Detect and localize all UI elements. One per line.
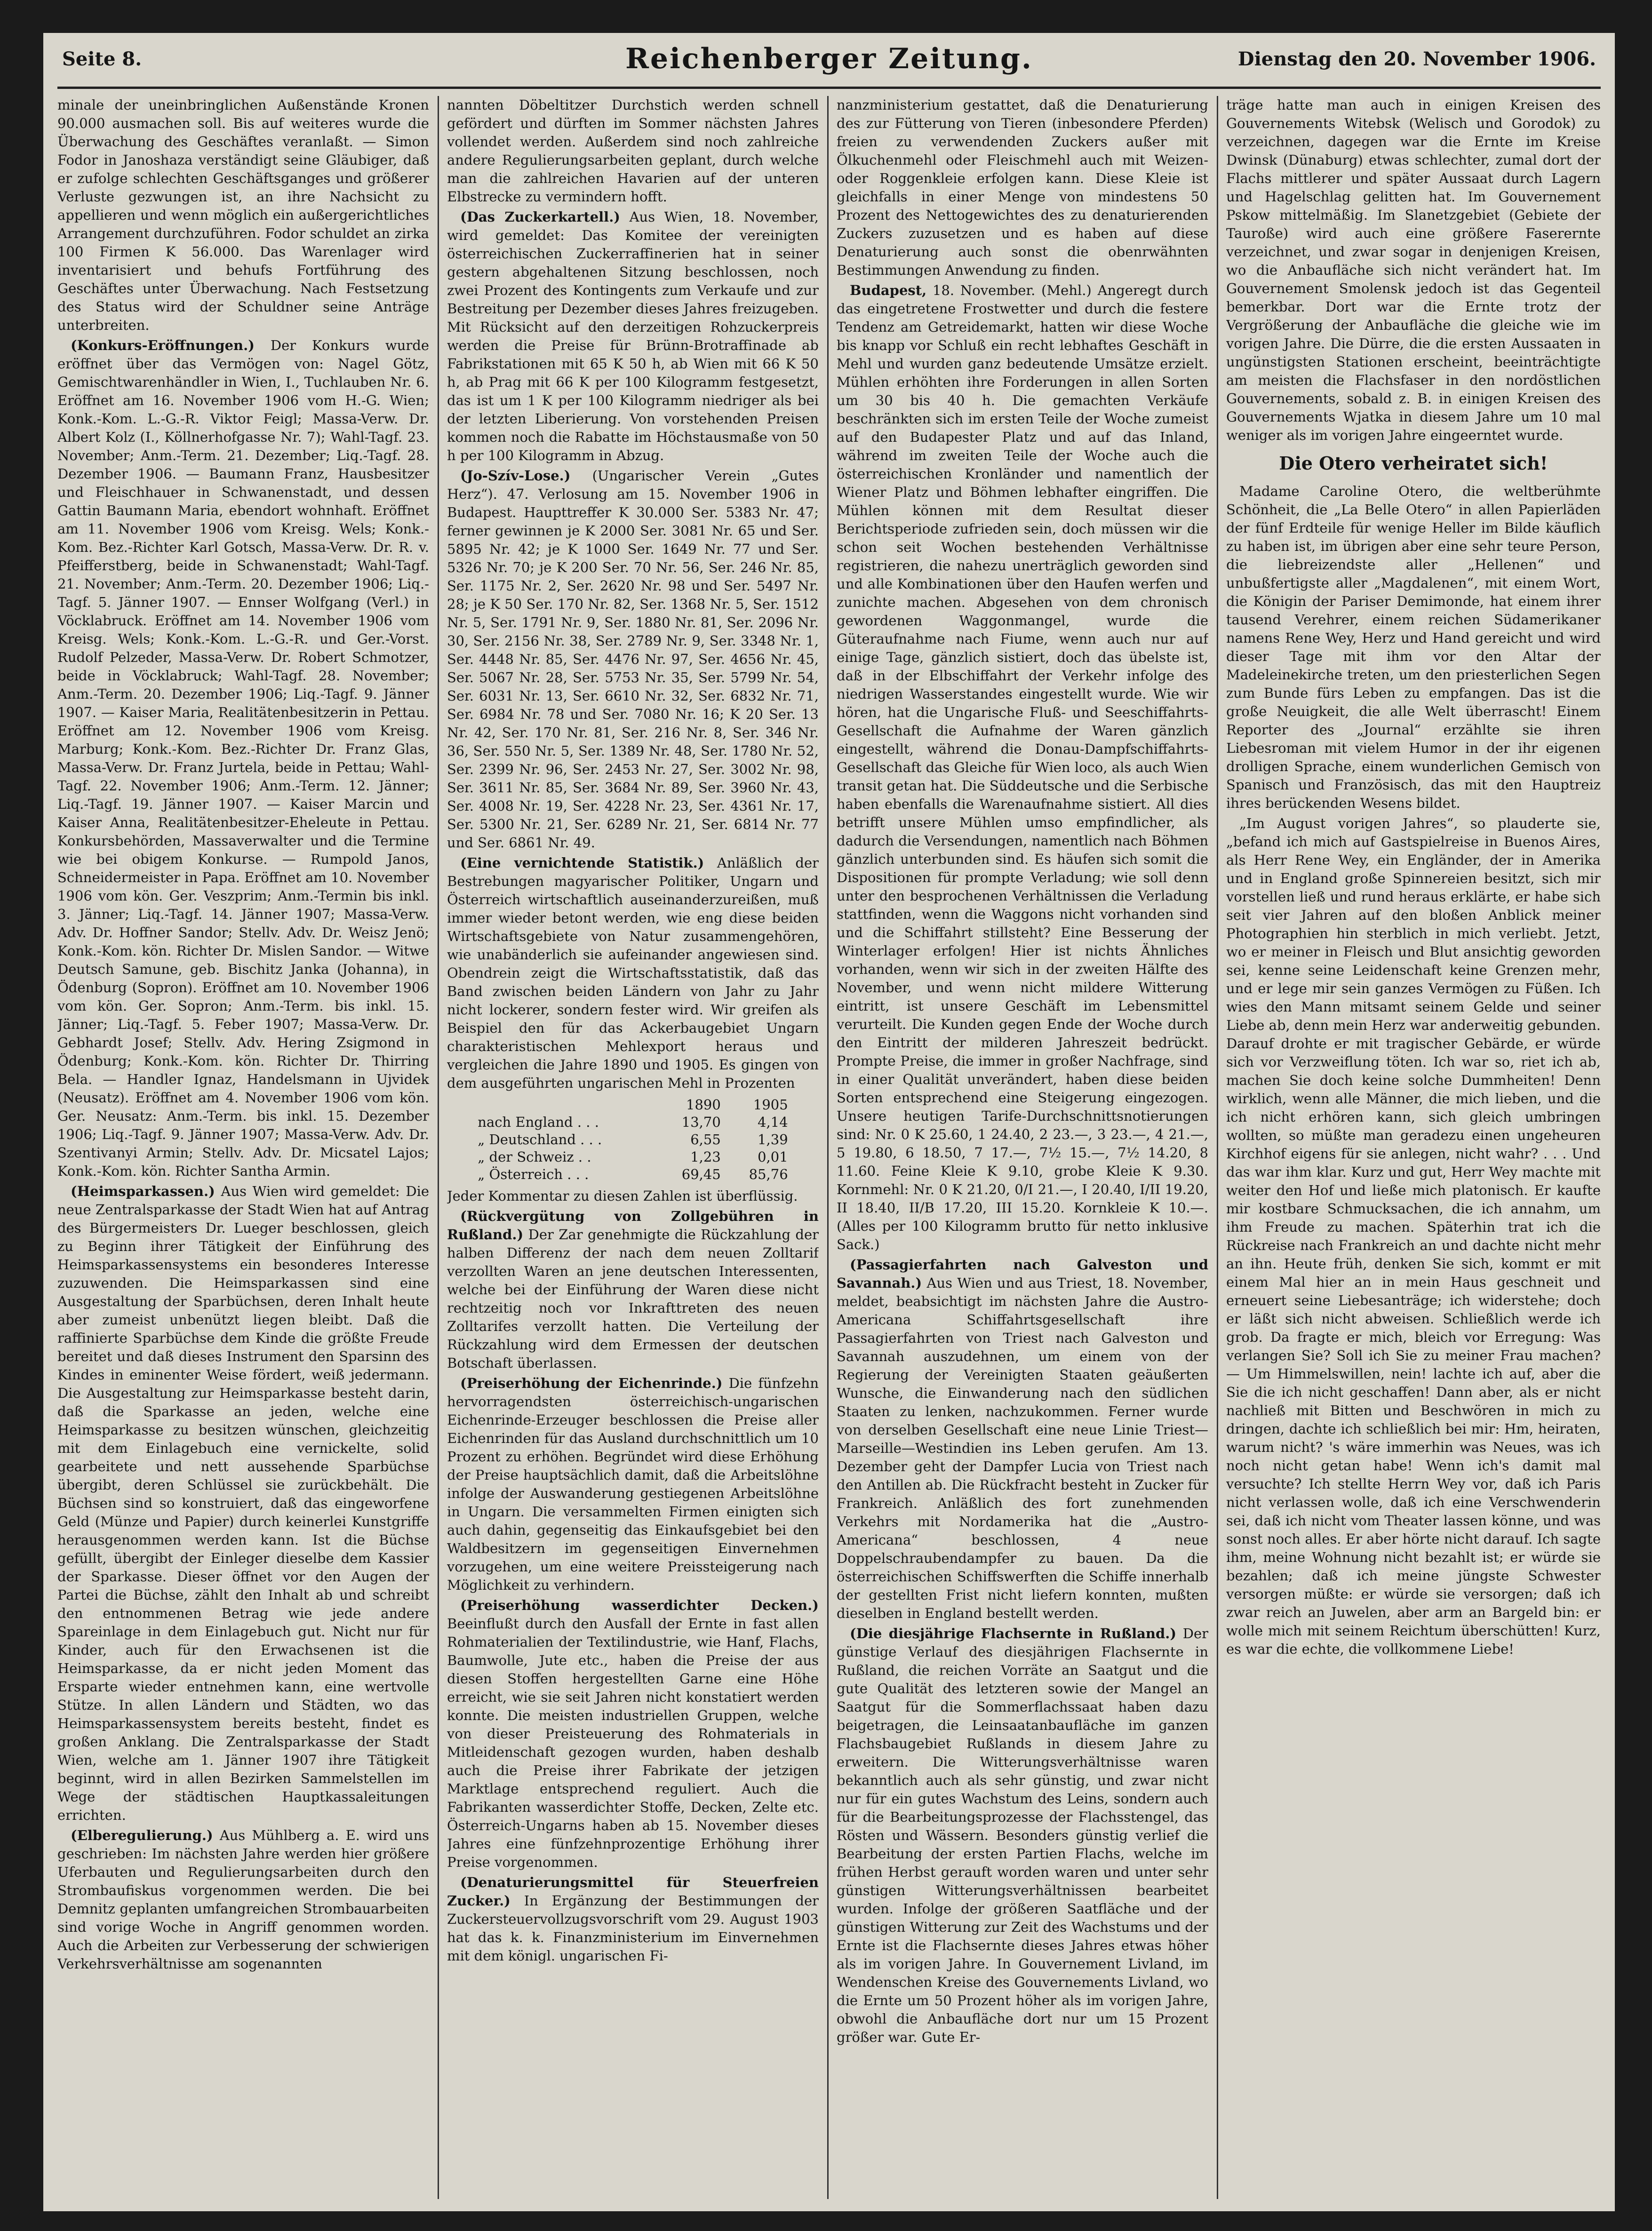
article-heading: (Konkurs-Eröffnungen.)	[71, 337, 255, 353]
article-heading: (Das Zuckerkartell.)	[460, 209, 621, 225]
article-paragraph: „Im August vorigen Jahres“, so plauderte sie, „befand ich mich auf Gastspielreise in Buenos Aires, als Herr Rene Wey, ein Engländer, der in Amerika und in England große Spinnereien besitzt, sich mir vorstellen ließ und rund heraus erklärte, er habe sich seit vier Jahren auf den bloßen Anblick meiner Photographien hin sterblich in mich verliebt. Jetzt, wo er meiner in Fleisch und Blut ansichtig geworden sei, kenne seine Leidenschaft keine Grenzen mehr, und er lege mir sein ganzes Vermögen zu Füßen. Ich wies den Mann mitsamt seinem Gelde und seiner Liebe ab, denn mein Herz war anderweitig gebunden. Darauf drohte er mit tragischer Gebärde, er würde sich vor Verzweiflung töten. Ich war so, riet ich ab, machen Sie doch keine solche Dummheiten! Denn wirklich, wenn alle Männer, die mich lieben, und die ich nicht erhören kann, sich gleich umbringen wollten, so müßte man geradezu einen ungeheuren Kirchhof eigens für sie anlegen, nicht wahr? . . . Und das war ihm klar. Kurz und gut, Herr Wey machte mit weiter den Hof und ließe mich platonisch. Er kaufte mir kostbare Schmucksachen, die ich annahm, um ihm Freude zu machen. Späterhin trat ich die Rückreise nach Frankreich an und dachte nicht mehr an ihn. Heute früh, denken Sie sich, kommt er mit einem Mal hier an in mein Haus geschneit und erneuert seine Liebesanträge; ich widerstehe; doch er läßt sich nicht abweisen. Schließlich werde ich grob. Da fragte er mich, bleich vor Erregung: Was verlangen Sie? Soll ich Sie zu meiner Frau machen? — Um Himmelswillen, nein! lachte ich auf, aber die Sie die ich nicht geschaffen! Dann aber, als er nicht nachließ mit Bitten und Beschwören in mich zu dringen, dachte ich schließlich bei mir: Hm, heiraten, warum nicht? 's wäre immerhin was Neues, was ich noch nicht getan habe! Wenn ich's damit mal versuchte? Ich stellte Herrn Wey vor, daß ich Paris nicht verlassen wolle, daß ich eine Verschwenderin sei, daß ich nicht vom Theater lassen könne, und was sonst noch alles. Er aber hörte nicht darauf. Ich sagte ihm, meine Wohnung nicht bezahlt ist; er würde sie bezahlen; daß ich meine jüngste Schwester versorgen müßte: er würde sie versorgen; daß ich zwar reich an Juwelen, aber arm an Bargeld bin: er wolle mich mit seinem Reichtum überschütten! Kurz, es war die echte, die vollkommene Liebe!	[1226, 815, 1601, 1657]
article-heading: (Elberegulierung.)	[71, 1827, 213, 1843]
cell-1905: 1,39	[758, 1131, 788, 1147]
row-label: „ Deutschland . . .	[478, 1131, 602, 1147]
article-heading: Budapest,	[850, 282, 927, 298]
article-paragraph: Anläßlich der Bestrebungen magyarischer Politiker, Ungarn und Österreich wirtschaftlich auseinanderzureißen, muß immer wieder betont werden, wie eng diese beiden Wirtschaftsgebiete von Natur zusammengehören, wie unabänderlich sie aufeinander angewiesen sind. Obendrein zeigt die Wirtschaftsstatistik, daß das Band zwischen beiden Ländern von Jahr zu Jahr nicht lockerer, sondern fester wird. Wir greifen als Beispiel den für das Ackerbaugebiet Ungarn charakteristischen Mehlexport heraus und vergleichen die Jahre 1890 und 1905. Es gingen von dem ausgeführten ungarischen Mehl in Prozenten	[447, 855, 819, 1091]
article-heading: (Jo-Szív-Lose.)	[460, 468, 571, 484]
newspaper-title: Reichenberger Zeitung.	[625, 42, 1033, 75]
article-heading: (Die diesjährige Flachsernte in Rußland.)	[850, 1625, 1177, 1641]
cell-1905: 85,76	[749, 1166, 788, 1182]
article-paragraph: Beeinflußt durch den Ausfall der Ernte in fast allen Rohmaterialien der Textilindustrie, wie Hanf, Flachs, Baumwolle, Jute etc., haben die Preise der aus diesen Stoffen hergestellten Garne eine Höhe erreicht, wie sie seit Jahren nicht konstatiert werden konnte. Die meisten industriellen Gruppen, welche von dieser Preisteuerung des Rohmaterials in Mitleidenschaft gezogen wurden, haben deshalb auch die Preise ihrer Fabrikate der jetzigen Marktlage entsprechend reguliert. Auch die Fabrikanten wasserdichter Stoffe, Decken, Zelte etc. Österreich-Ungarns haben ab 15. November dieses Jahres eine fünfzehnprozentige Erhöhung ihrer Preise vorgenommen.	[447, 1616, 819, 1870]
masthead	[57, 40, 1601, 89]
page-number: Seite 8.	[62, 48, 142, 70]
table-row	[473, 1131, 792, 1148]
article-paragraph: nannten Döbeltitzer Durchstich werden schnell gefördert und dürften im Sommer nächsten Jahres vollendet werden. Außerdem sind noch zahlreiche andere Regulierungsarbeiten geplant, durch welche man die zahlreichen Havarien auf der unteren Elbstrecke zu vermindern hofft.	[447, 97, 819, 205]
article-paragraph: nanzministerium gestattet, daß die Denaturierung des zur Fütterung von Tieren (inbesondere Pferden) freien zu verwendenden Zuckers außer mit Ölkuchenmehl oder Fleischmehl auch mit Weizen- oder Roggenkleie erfolgen kann. Diese Kleie ist gleichfalls in einer Menge von mindestens 50 Prozent des Nettogewichtes des zu denaturierenden Zuckers zuzusetzen und es haben auf diese Denaturierung auch sonst die obenrwähnten Bestimmungen Anwendung zu finden.	[837, 97, 1208, 278]
row-label: „ Österreich . . .	[478, 1166, 589, 1182]
column-2	[447, 96, 819, 2199]
article-heading: (Heimsparkassen.)	[71, 1183, 215, 1199]
article-paragraph: Der günstige Verlauf des diesjährigen Flachsernte in Rußland, die reichen Vorräte an Saatgut und die gute Qualität des letzteren sowie der Mangel an Saatgut für die Sommerflachssaat haben dazu beigetragen, die Leinsaatanbaufläche im ganzen Flachsbaugebiet Rußlands in diesem Jahre zu erweitern. Die Witterungsverhältnisse waren bekanntlich auch als sehr günstig, und zwar nicht nur für ein gutes Wachstum des Leins, sondern auch für die Bearbeitungsprozesse der Flachsstengel, das Rösten und Wässern. Besonders günstig verlief die Bearbeitung der ersten Partien Flachs, welche im frühen Herbst gerauft worden waren und unter sehr günstigen Witterungsverhältnissen bearbeitet wurden. Infolge der größeren Saatfläche und der günstigen Witterung zur Zeit des Wachstums und der Ernte ist die Flachsernte dieses Jahres etwas höher als im vorigen Jahre. In Gouvernement Livland, im Wendenschen Kreise des Gouvernements Livland, wo die Ernte um 50 Prozent höher als im vorigen Jahre, obwohl die Anbaufläche dort nur um 15 Prozent größer war. Gute Er-	[837, 1625, 1208, 2045]
cell-1890: 69,45	[681, 1166, 721, 1182]
article-heading: (Rückvergütung von Zollgebühren in Rußland.)	[447, 1208, 819, 1243]
article-paragraph: Aus Mühlberg a. E. wird uns geschrieben: Im nächsten Jahre werden hier größere Uferbauten und Regulierungsarbeiten durch den Strombaufiskus vorgenommen werden. Die bei Demnitz geplanten umfangreichen Strombauarbeiten sind vorige Woche in Angriff genommen worden. Auch die Arbeiten zur Verbesserung der schwierigen Verkehrsverhältnisse am sogenannten	[57, 1827, 429, 1972]
article-paragraph: Madame Caroline Otero, die weltberühmte Schönheit, die „La Belle Otero“ in allen Papierläden der fünf Erdteile für wenige Heller im Bilde käuflich zu haben ist, im übrigen aber eine sehr teure Person, die liebreizendste aller „Hellenen“ und unbußfertigste aller „Magdalenen“, mit einem Wort, die Königin der Pariser Demimonde, hat einem ihrer tausend Verehrer, einem reichen Südamerikaner namens Rene Wey, Herz und Hand gereicht und wird dieser Tage mit ihm vor den Altar der Madeleinekirche treten, um den priesterlichen Segen zum Bunde fürs Leben zu empfangen. Das ist die große Neuigkeit, die alle Welt überrascht! Einem Reporter des „Journal“ erzählte sie ihren Liebesroman mit vielem Humor in der ihr eigenen drolligen Sprache, einem wunderlichen Gemisch von Spanisch und Französisch, das mit den Hauptreiz ihres berückenden Wesens bildet.	[1226, 483, 1601, 811]
cell-1890: 1,23	[690, 1149, 721, 1165]
article-paragraph: Jeder Kommentar zu diesen Zahlen ist überflüssig.	[447, 1188, 798, 1204]
article-heading: (Eine vernichtende Statistik.)	[460, 855, 704, 871]
article-heading: (Denaturierungsmittel für Steuerfreien Zucker.)	[447, 1874, 819, 1909]
column-3	[837, 96, 1208, 2199]
cell-1905: 4,14	[758, 1114, 788, 1130]
article-paragraph: In Ergänzung der Bestimmungen der Zuckersteuervollzugsvorschrift vom 29. August 1903 hat das k. k. Finanzministerium im Einvernehmen mit dem königl. ungarischen Fi-	[447, 1893, 819, 1964]
article-paragraph: Der Konkurs wurde eröffnet über das Vermögen von: Nagel Götz, Gemischtwarenhändler in Wien, I., Tuchlauben Nr. 6. Eröffnet am 16. November 1906 vom H.-G. Wien; Konk.-Kom. L.-G.-R. Viktor Feigl; Massa-Verw. Dr. Albert Kolz (I., Köllnerhofgasse Nr. 7); Wahl-Tagf. 23. November; Anm.-Term. 21. Dezember; Liq.-Tagf. 28. Dezember 1906. — Baumann Franz, Hausbesitzer und Fleischhauer in Schwanenstadt, und dessen Gattin Baumann Maria, ebendort wohnhaft. Eröffnet am 11. November 1906 vom Kreisg. Wels; Konk.-Kom. Bez.-Richter Karl Gotsch, Massa-Verw. Dr. R. v. Pfeifferstberg, beide in Schwanenstadt; Wahl-Tagf. 21. November; Anm.-Term. 20. Dezember 1906; Liq.-Tagf. 5. Jänner 1907. — Ennser Wolfgang (Verl.) in Vöcklabruck. Eröffnet am 14. November 1906 vom Kreisg. Wels; Konk.-Kom. L.-G.-R. und Ger.-Vorst. Rudolf Pelzeder, Massa-Verw. Dr. Robert Schmotzer, beide in Vöcklabruck; Wahl-Tagf. 28. November; Anm.-Term. 20. Dezember 1906; Liq.-Tagf. 9. Jänner 1907. — Kaiser Maria, Realitätenbesitzerin in Pettau. Eröffnet am 12. November 1906 vom Kreisg. Marburg; Konk.-Kom. Bez.-Richter Dr. Franz Glas, Massa-Verw. Dr. Franz Jurtela, beide in Pettau; Wahl-Tagf. 22. November 1906; Anm.-Term. 12. Jänner; Liq.-Tagf. 19. Jänner 1907. — Kaiser Marcin und Kaiser Anna, Realitätenbesitzer-Eheleute in Pettau. Konkursbehörden, Massaverwalter und die Termine wie bei obigem Konkurse. — Rumpold Janos, Schneidermeister in Papa. Eröffnet am 10. November 1906 vom kön. Ger. Veszprim; Anm.-Termin bis inkl. 3. Jänner; Liq.-Tagf. 14. Jänner 1907; Massa-Verw. Adv. Dr. Hoffner Sandor; Stellv. Adv. Dr. Weisz Jenö; Konk.-Kom. kön. Richter Dr. Mislen Sandor. — Witwe Deutsch Samune, geb. Bischitz Janka (Johanna), in Ödenburg (Sopron). Eröffnet am 10. November 1906 vom kön. Ger. Sopron; Anm.-Term. bis inkl. 15. Jänner; Liq.-Tagf. 5. Feber 1907; Massa-Verw. Dr. Gebhardt Josef; Stellv. Adv. Hering Zsigmond in Ödenburg; Konk.-Kom. kön. Richter Dr. Thirring Bela. — Handler Ignaz, Handelsmann in Ujvidek (Neusatz). Eröffnet am 4. November 1906 vom kön. Ger. Neusatz: Anm.-Term. bis inkl. 15. Dezember 1906; Liq.-Tagf. 9. Jänner 1907; Massa-Verw. Adv. Dr. Szentivanyi Armin; Stellv. Adv. Dr. Micsatel Lajos; Konk.-Kom. kön. Richter Santha Armin.	[57, 337, 429, 1179]
article-paragraph: (Ungarischer Verein „Gutes Herz“). 47. Verlosung am 15. November 1906 in Budapest. Haupttreffer K 30.000 Ser. 5383 Nr. 47; ferner gewinnen je K 2000 Ser. 3081 Nr. 65 und Ser. 5895 Nr. 42; je K 1000 Ser. 1649 Nr. 77 und Ser. 5326 Nr. 70; je K 200 Ser. 70 Nr. 56, Ser. 246 Nr. 85, Ser. 1175 Nr. 2, Ser. 2620 Nr. 98 und Ser. 5497 Nr. 28; je K 50 Ser. 170 Nr. 82, Ser. 1368 Nr. 5, Ser. 1512 Nr. 5, Ser. 1791 Nr. 9, Ser. 1880 Nr. 81, Ser. 2096 Nr. 30, Ser. 2156 Nr. 38, Ser. 2789 Nr. 9, Ser. 3348 Nr. 1, Ser. 4448 Nr. 85, Ser. 4476 Nr. 97, Ser. 4656 Nr. 45, Ser. 5067 Nr. 28, Ser. 5753 Nr. 35, Ser. 5799 Nr. 54, Ser. 6031 Nr. 13, Ser. 6610 Nr. 32, Ser. 6832 Nr. 71, Ser. 6984 Nr. 78 und Ser. 7080 Nr. 16; K 20 Ser. 13 Nr. 42, Ser. 170 Nr. 81, Ser. 216 Nr. 8, Ser. 346 Nr. 36, Ser. 550 Nr. 5, Ser. 1389 Nr. 48, Ser. 1780 Nr. 52, Ser. 2399 Nr. 96, Ser. 2453 Nr. 27, Ser. 3002 Nr. 98, Ser. 3611 Nr. 85, Ser. 3684 Nr. 89, Ser. 3960 Nr. 43, Ser. 4008 Nr. 19, Ser. 4228 Nr. 23, Ser. 4361 Nr. 17, Ser. 5300 Nr. 21, Ser. 6289 Nr. 21, Ser. 6814 Nr. 77 und Ser. 6861 Nr. 49.	[447, 468, 819, 851]
issue-date: Dienstag den 20. November 1906.	[1237, 48, 1596, 70]
column-1	[57, 96, 429, 2199]
table-row	[473, 1114, 792, 1131]
article-heading: (Preiserhöhung wasserdichter Decken.)	[460, 1597, 819, 1613]
column-rule	[1217, 96, 1218, 2199]
row-label: „ der Schweiz . .	[478, 1149, 591, 1165]
cell-1890: 13,70	[681, 1114, 721, 1130]
column-rule	[438, 96, 439, 2199]
article-paragraph: 18. November. (Mehl.) Angeregt durch das eingetretene Frostwetter und durch die festere Tendenz am Getreidemarkt, hatten wir diese Woche bis knapp vor Schluß ein recht lebhaftes Geschäft in Mehl und wurden ganz bedeutende Umsätze erzielt. Mühlen erhöhten ihre Forderungen in allen Sorten um 30 bis 40 h. Die gemachten Verkäufe beschränkten sich im ersten Teile der Woche zumeist auf den Budapester Platz und auf das Inland, während im zweiten Teile der Woche auch die österreichischen Kronländer und namentlich der Wiener Platz und Böhmen lebhafter eingriffen. Die Mühlen können mit dem Resultat dieser Berichtsperiode zufrieden sein, doch müssen wir die schon seit Wochen bestehenden Verhältnisse registrieren, die nahezu unerträglich geworden sind und alle Kombinationen über den Haufen werfen und zunichte machen. Abgesehen von dem chronisch gewordenen Waggonmangel, wurde die Güteraufnahme nach Fiume, wenn auch nur auf einige Tage, gänzlich sistiert, doch das übelste ist, daß in der Elbschiffahrt der Verkehr infolge des niedrigen Wasserstandes eingestellt wurde. Wie wir hören, hat die Ungarische Fluß- und Seeschiffahrts-Gesellschaft die Aufnahme der Waren gänzlich eingestellt, während die Donau-Dampfschiffahrts-Gesellschaft das Gleiche für Wien loco, als auch Wien transit getan hat. Die Süddeutsche und die Serbische haben ebenfalls die Warenaufnahme sistiert. All dies betrifft unsere Mühlen umso empfindlicher, als dadurch die Versendungen, namentlich nach Böhmen gänzlich unterbunden sind. Es häufen sich somit die Dispositionen für prompte Verladung; wie soll denn unter den besprochenen Verhältnissen die Verladung stattfinden, wenn die Waggons nicht vorhanden sind und die Schiffahrt stillsteht? Eine Besserung der Winterlager erfolgen! Hier ist nichts Ähnliches vorhanden, wenn wir sich in der zweiten Hälfte des November, und wenn nicht mildere Witterung eintritt, ist unsere Geschäft im Lebensmittel verurteilt. Die Kunden gegen Ende der Woche durch den Eintritt der milderen Jahreszeit bedrückt. Prompte Preise, die immer in großer Nachfrage, sind in einer Qualität unverändert, haben diese beiden Sorten entsprechend eine Steigerung eingezogen. Unsere heutigen Tarife-Durchschnittsnotierungen sind: Nr. 0 K 25.60, 1 24.40, 2 23.—, 3 23.—, 4 21.—, 5 19.80, 6 18.50, 7 17.—, 7½ 15.—, 7½ 14.20, 8 11.60. Feine Kleie K 9.10, grobe Kleie K 9.30. Kornmehl: Nr. 0 K 21.20, 0/I 21.—, I 20.40, I/II 19.20, II 18.40, II/B 17.20, III 15.20. Kornkleie K 10.—. (Alles per 100 Kilogramm brutto für netto inklusive Sack.)	[837, 282, 1208, 1252]
newspaper-page	[43, 33, 1615, 2211]
article-heading: (Passagierfahrten nach Galveston und Savannah.)	[837, 1257, 1208, 1291]
article-paragraph: Aus Wien, 18. November, wird gemeldet: Das Komitee der vereinigten österreichischen Zuckerraffinerien hat in seiner gestern abgehaltenen Sitzung beschlossen, noch zwei Prozent des Kontingents zum Verkaufe und zur Bestreitung per Dezember dieses Jahres freizugeben. Mit Rücksicht auf den derzeitigen Rohzuckerpreis werden die Preise für Brünn-Brotraffinade ab Fabrikstationen mit 65 K 50 h, ab Wien mit 66 K 50 h, ab Prag mit 66 K per 100 Kilogramm festgesetzt, das ist um 1 K per 100 Kilogramm niedriger als bei der letzten Liberierung. Von vorstehenden Preisen kommen noch die Rabatte im Höchstausmaße von 50 h per 100 Kilogramm in Abzug.	[447, 209, 819, 463]
year-header: 1905	[753, 1097, 788, 1113]
article-heading: (Preiserhöhung der Eichenrinde.)	[460, 1375, 723, 1391]
article-paragraph: träge hatte man auch in einigen Kreisen des Gouvernements Witebsk (Welisch und Gorodok) zu verzeichnen, dagegen war die Ernte im Kreise Dwinsk (Dünaburg) etwas schlechter, zumal dort der Flachs mittlerer und später Aussaat durch Lagern und Hagelschlag gelitten hat. Im Gouvernement Pskow mittelmäßig. Im Slanetzgebiet (Gebiete der Tauroße) wird auch eine größere Faserernte verzeichnet, und zwar sogar in denjenigen Kreisen, wo die Anbaufläche sich nicht verändert hat. Im Gouvernement Smolensk jedoch ist das Gegenteil bemerkbar. Dort war die Ernte trotz der Vergrößerung der Anbaufläche die gleiche wie im vorigen Jahre. Die Dürre, die die ersten Aussaaten in ungünstigsten Stationen erscheint, beeinträchtigte am meisten die Flachsfaser in den nordöstlichen Gouvernements, sobald z. B. in einigen Kreisen des Gouvernements Wjatka in diesem Jahre um 10 mal weniger als im vorigen Jahre eingeerntet wurde.	[1226, 97, 1601, 443]
row-label: nach England . . .	[478, 1114, 599, 1130]
article-paragraph: Der Zar genehmigte die Rückzahlung der halben Differenz der nach dem neuen Zolltarif verzollten Waren an jene deutschen Interessenten, welche bei der Einführung der Waren diese nicht rechtzeitig noch vor Inkrafttreten des neuen Zolltarifes verzollt hatten. Die Verteilung der Rückzahlung wird dem Ermessen der deutschen Botschaft überlassen.	[447, 1227, 819, 1371]
article-paragraph: Aus Wien und aus Triest, 18. November, meldet, beabsichtigt im nächsten Jahre die Austro-Americana Schiffahrtsgesellschaft ihre Passagierfahrten von Triest nach Galveston und Savannah auszudehnen, um einem von der Regierung der Vereinigten Staaten geäußerten Wunsche, die Einwanderung nach den südlichen Staaten zu lenken, nachzukommen. Ferner wurde von derselben Gesellschaft eine neue Linie Triest—Marseille—Westindien ins Leben gerufen. Am 13. Dezember geht der Dampfer Lucia von Triest nach den Antillen ab. Die Rückfracht besteht in Zucker für Frankreich. Anläßlich des fort zunehmenden Verkehrs mit Nordamerika hat die „Austro-Americana“ beschlossen, 4 neue Doppelschraubendampfer zu bauen. Da die österreichischen Schiffswerften die Schiffe innerhalb der gestellten Frist nicht liefern konnten, mußten dieselben in England bestellt werden.	[837, 1275, 1208, 1621]
cell-1890: 6,55	[690, 1131, 721, 1147]
table-row	[473, 1148, 792, 1166]
cell-1905: 0,01	[758, 1149, 788, 1165]
article-paragraph: minale der uneinbringlichen Außenstände Kronen 90.000 ausmachen soll. Bis auf weiteres wurde die Überwachung des Geschäftes veranlaßt. — Simon Fodor in Janoshaza verständigt seine Gläubiger, daß er zufolge schlechten Geschäftsganges und größerer Verluste gezwungen ist, an ihre Nachsicht zu appellieren und wenn möglich ein außergerichtliches Arrangement durchzuführen. Fodor schuldet an zirka 100 Firmen K 56.000. Das Warenlager wird inventarisiert und behufs Fortführung des Geschäftes unter Überwachung. Nach Festsetzung des Status wird der Schuldner seine Anträge unterbreiten.	[57, 97, 429, 333]
column-4	[1226, 96, 1601, 2199]
table-row	[473, 1166, 792, 1183]
feuilleton-title: Die Otero verheiratet sich!	[1279, 453, 1548, 474]
year-header: 1890	[686, 1097, 721, 1113]
mehlexport-table	[473, 1096, 792, 1183]
column-rule	[827, 96, 829, 2199]
article-paragraph: Die fünfzehn hervorragendsten österreichisch-ungarischen Eichenrinde-Erzeuger beschlossen die Preise aller Eichenrinden für das Ausland durchschnittlich um 10 Prozent zu erhöhen. Begründet wird diese Erhöhung der Preise hauptsächlich damit, daß die Arbeitslöhne infolge der Auswanderung gestiegenen Arbeitslöhne in Ungarn. Die versammelten Firmen einigten sich auch dahin, gegenseitig das Einkaufsgebiet bei den Waldbesitzern im gegenseitigen Einvernehmen vorzugehen, um eine weitere Preissteigerung nach Möglichkeit zu verhindern.	[447, 1375, 819, 1593]
article-paragraph: Aus Wien wird gemeldet: Die neue Zentralsparkasse der Stadt Wien hat auf Antrag des Bürgermeisters Dr. Lueger beschlossen, gleich zu Beginn ihrer Tätigkeit der Einführung des Heimsparkassensystems ein besonderes Interesse zuzuwenden. Die Heimsparkassen sind eine Ausgestaltung der Sparbüchsen, deren Inhalt heute aber zumeist unbenützt liegen bleibt. Daß die raffinierte Sparbüchse dem Kinde die größte Freude bereitet und daß dieses Instrument den Sparsinn des Kindes in eminenter Weise fördert, weiß jedermann. Die Ausgestaltung zur Heimsparkasse besteht darin, daß die Sparkasse an jeden, welche eine Heimsparkasse zu besitzen wünschen, gleichzeitig mit dem Einlagebuch eine vernickelte, solid gearbeitete und nett aussehende Sparbüchse übergibt, deren Schlüssel sie zurückbehält. Die Büchsen sind so konstruiert, daß das eingeworfene Geld (Münze und Papier) durch keinerlei Kunstgriffe herausgenommen werden kann. Ist die Büchse gefüllt, übergibt der Einleger dieselbe dem Kassier der Sparkasse. Dieser öffnet vor den Augen der Partei die Büchse, zählt den Inhalt ab und schreibt den entnommenen Betrag wie jede andere Spareinlage in dem Einlagebuch gut. Nicht nur für Kinder, auch für den Erwachsenen ist die Heimsparkasse, da er nicht jeden Moment das Ersparte wieder entnehmen kann, eine wertvolle Stütze. In allen Ländern und Städten, wo das Heimsparkassensystem bereits besteht, findet es großen Anklang. Die Zentralsparkasse der Stadt Wien, welche am 1. Jänner 1907 ihre Tätigkeit beginnt, wird in allen Bezirken Sammelstellen im Wege der städtischen Hauptkassaleitungen errichten.	[57, 1183, 429, 1823]
